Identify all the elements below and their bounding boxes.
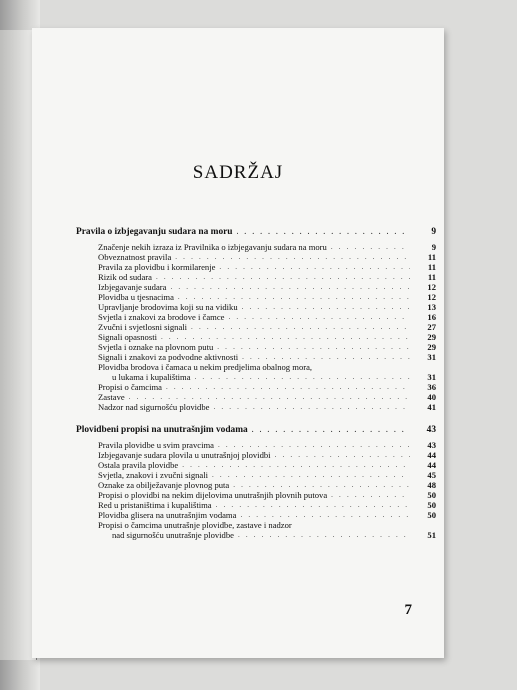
entry-title: Pravila plovidbe u svim pravcima bbox=[98, 440, 214, 450]
entry-title: Svjetla, znakovi i zvučni signali bbox=[98, 470, 209, 480]
leader-dots bbox=[242, 302, 410, 312]
entry-title: Zvučni i svjetlosni signali bbox=[98, 322, 188, 332]
leader-dots bbox=[217, 342, 410, 352]
entry-page: 31 bbox=[427, 352, 436, 362]
leader-dots bbox=[216, 500, 410, 510]
entry-page: 27 bbox=[427, 322, 436, 332]
leader-dots bbox=[275, 450, 410, 460]
entry-page: 41 bbox=[427, 402, 436, 412]
entry-page: 50 bbox=[427, 490, 436, 500]
entry-title: Značenje nekih izraza iz Pravilnika o izbjegavanju sudara na moru bbox=[98, 242, 327, 252]
toc-entry[interactable] bbox=[98, 322, 436, 332]
entry-title: Izbjegavanje sudara bbox=[98, 282, 167, 292]
toc-entry[interactable] bbox=[98, 510, 436, 520]
entry-page: 29 bbox=[427, 332, 436, 342]
leader-dots bbox=[240, 510, 410, 520]
leader-dots bbox=[252, 424, 410, 437]
entry-page: 13 bbox=[427, 302, 436, 312]
leader-dots bbox=[166, 382, 410, 392]
entry-page: 36 bbox=[427, 382, 436, 392]
entry-page: 12 bbox=[427, 282, 436, 292]
entry-title: Svjetla i znakovi za brodove i čamce bbox=[98, 312, 225, 322]
leader-dots bbox=[242, 352, 410, 362]
entry-title: Upravljanje brodovima koji su na vidiku bbox=[98, 302, 238, 312]
entry-page: 11 bbox=[427, 252, 436, 262]
entry-page: 50 bbox=[427, 500, 436, 510]
entry-title-continuation: u lukama i kupalištima bbox=[112, 372, 191, 382]
entry-title: Propisi o plovidbi na nekim dijelovima unutrašnjih plovnih putova bbox=[98, 490, 328, 500]
section-page: 9 bbox=[431, 227, 436, 237]
leader-dots bbox=[331, 490, 410, 500]
toc-entry-continuation[interactable] bbox=[112, 530, 436, 540]
entry-page: 11 bbox=[427, 262, 436, 272]
section-page: 43 bbox=[426, 425, 436, 435]
entry-title: Ostala pravila plovidbe bbox=[98, 460, 179, 470]
entry-title: Svjetla i oznake na plovnom putu bbox=[98, 342, 214, 352]
toc-entry[interactable] bbox=[98, 252, 436, 262]
entry-title: Pravila za plovidbu i kormilarenje bbox=[98, 262, 216, 272]
toc-entry[interactable] bbox=[98, 382, 436, 392]
toc-entry[interactable] bbox=[98, 282, 436, 292]
toc-entry[interactable] bbox=[98, 362, 436, 372]
toc-entry-continuation[interactable] bbox=[112, 372, 436, 382]
page-number: 7 bbox=[404, 602, 412, 618]
leader-dots bbox=[191, 322, 410, 332]
toc-section[interactable] bbox=[76, 424, 436, 437]
entry-title: Signali opasnosti bbox=[98, 332, 157, 342]
toc-entry[interactable] bbox=[98, 352, 436, 362]
toc-entry[interactable] bbox=[98, 480, 436, 490]
toc-entry[interactable] bbox=[98, 500, 436, 510]
toc-entry[interactable] bbox=[98, 470, 436, 480]
leader-dots bbox=[161, 332, 410, 342]
toc-entry[interactable] bbox=[98, 450, 436, 460]
entry-page: 12 bbox=[427, 292, 436, 302]
toc-entry[interactable] bbox=[98, 302, 436, 312]
entry-title: Propisi o čamcima unutrašnje plovidbe, zastave i nadzor bbox=[98, 520, 292, 530]
section-title: Plovidbeni propisi na unutrašnjim vodama bbox=[76, 425, 248, 435]
toc-entry[interactable] bbox=[98, 440, 436, 450]
section-title: Pravila o izbjegavanju sudara na moru bbox=[76, 227, 233, 237]
entry-title-continuation: nad sigurnošću unutrašnje plovidbe bbox=[112, 530, 234, 540]
entry-page: 40 bbox=[427, 392, 436, 402]
entry-title: Plovidba brodova i čamaca u nekim predjelima obalnog mora, bbox=[98, 362, 313, 372]
entry-page: 50 bbox=[427, 510, 436, 520]
entry-title: Plovidba u tjesnacima bbox=[98, 292, 174, 302]
toc-entry[interactable] bbox=[98, 392, 436, 402]
leader-dots bbox=[331, 242, 410, 252]
page-title: SADRŽAJ bbox=[192, 162, 284, 183]
entry-title: Nadzor nad sigurnošću plovidbe bbox=[98, 402, 210, 412]
leader-dots bbox=[129, 392, 410, 402]
leader-dots bbox=[156, 272, 410, 282]
entry-page: 43 bbox=[427, 440, 436, 450]
entry-title: Izbjegavanje sudara plovila u unutrašnjoj plovidbi bbox=[98, 450, 271, 460]
entry-page: 44 bbox=[427, 450, 436, 460]
toc-entry[interactable] bbox=[98, 292, 436, 302]
entry-page: 44 bbox=[427, 460, 436, 470]
leader-dots bbox=[175, 252, 410, 262]
leader-dots bbox=[170, 282, 410, 292]
toc-entry[interactable] bbox=[98, 332, 436, 342]
toc-entry[interactable] bbox=[98, 342, 436, 352]
entry-title: Signali i znakovi za podvodne aktivnosti bbox=[98, 352, 239, 362]
entry-page: 9 bbox=[431, 242, 436, 252]
toc-entry[interactable] bbox=[98, 520, 436, 530]
entry-page: 31 bbox=[427, 372, 436, 382]
toc-entry[interactable] bbox=[98, 460, 436, 470]
entry-page: 29 bbox=[427, 342, 436, 352]
entry-title: Plovidba glisera na unutrašnjim vodama bbox=[98, 510, 237, 520]
toc-entry[interactable] bbox=[98, 490, 436, 500]
entry-page: 51 bbox=[427, 530, 436, 540]
toc-entry[interactable] bbox=[98, 242, 436, 252]
toc-entry[interactable] bbox=[98, 262, 436, 272]
leader-dots bbox=[195, 372, 410, 382]
entry-title: Rizik od sudara bbox=[98, 272, 152, 282]
entry-title: Red u pristaništima i kupalištima bbox=[98, 500, 212, 510]
entry-page: 11 bbox=[427, 272, 436, 282]
entry-title: Zastave bbox=[98, 392, 125, 402]
leader-dots bbox=[178, 292, 410, 302]
entry-title: Oznake za obilježavanje plovnog puta bbox=[98, 480, 230, 490]
book-page bbox=[32, 28, 444, 658]
leader-dots bbox=[237, 226, 410, 239]
toc-entry[interactable] bbox=[98, 402, 436, 412]
leader-dots bbox=[213, 402, 410, 412]
entry-page: 16 bbox=[427, 312, 436, 322]
toc-entry[interactable] bbox=[98, 312, 436, 322]
leader-dots bbox=[182, 460, 410, 470]
table-of-contents bbox=[76, 226, 436, 540]
leader-dots bbox=[228, 312, 410, 322]
entry-page: 45 bbox=[427, 470, 436, 480]
leader-dots bbox=[219, 262, 410, 272]
toc-entry[interactable] bbox=[98, 272, 436, 282]
entry-title: Propisi o čamcima bbox=[98, 382, 162, 392]
entry-title: Obveznatnost pravila bbox=[98, 252, 172, 262]
entry-page: 48 bbox=[427, 480, 436, 490]
leader-dots bbox=[218, 440, 410, 450]
leader-dots bbox=[212, 470, 410, 480]
leader-dots bbox=[238, 530, 410, 540]
toc-section[interactable] bbox=[76, 226, 436, 239]
leader-dots bbox=[233, 480, 410, 490]
